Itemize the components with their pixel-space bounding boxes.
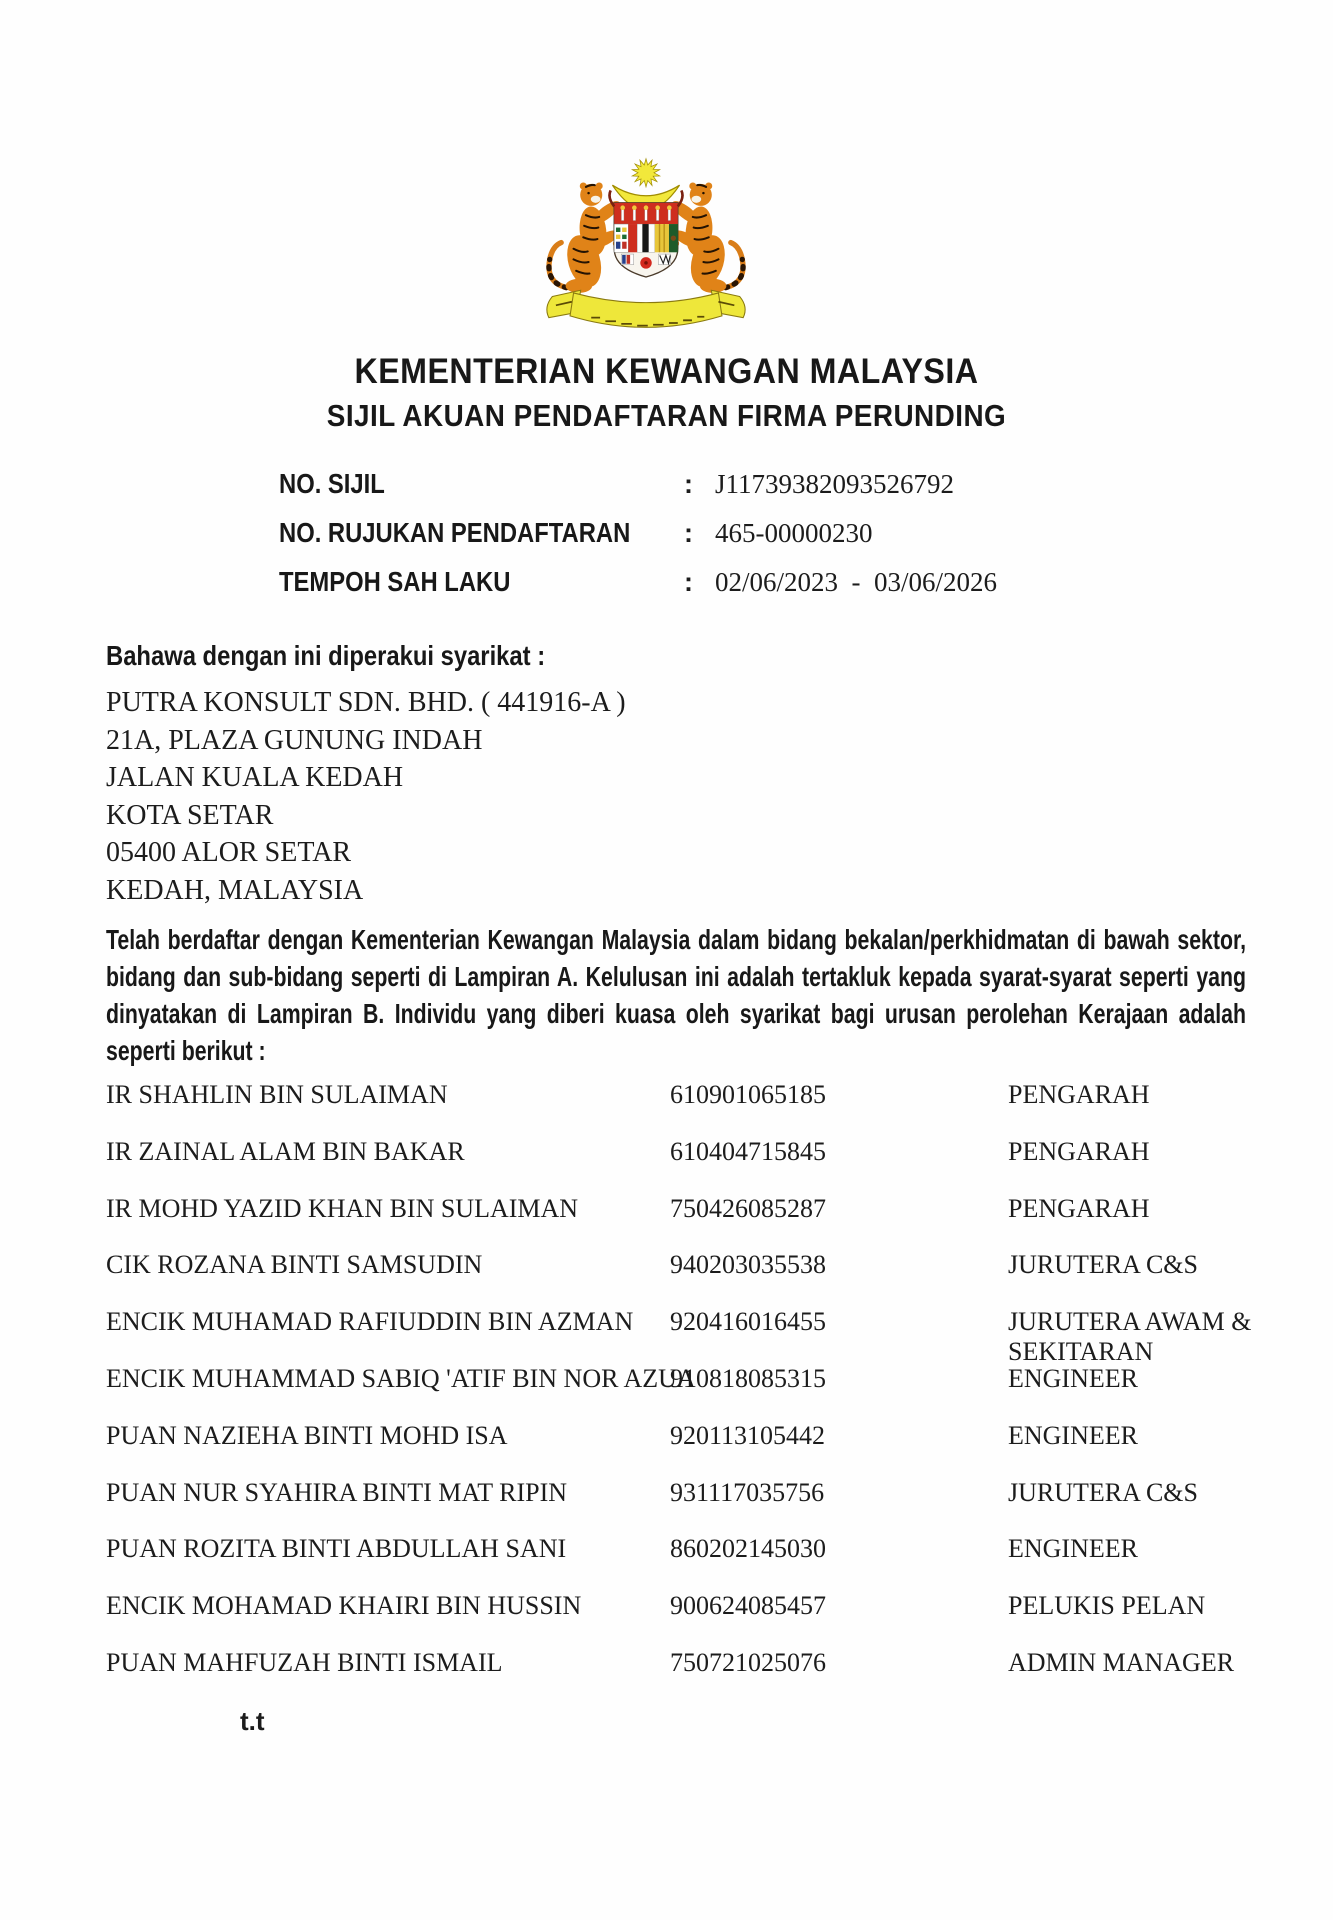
address-line: 05400 ALOR SETAR	[106, 837, 352, 869]
person-ic-number: 750426085287	[670, 1193, 826, 1223]
person-ic-number: 931117035756	[670, 1477, 825, 1507]
certificate-subtitle: SIJIL AKUAN PENDAFTARAN FIRMA PERUNDING	[326, 398, 1007, 433]
malaysia-coat-of-arms	[540, 152, 752, 342]
person-name: PUAN NUR SYAHIRA BINTI MAT RIPIN	[106, 1477, 568, 1507]
person-name: PUAN ROZITA BINTI ABDULLAH SANI	[106, 1534, 567, 1564]
info-value: 465-00000230	[715, 518, 873, 548]
person-role: JURUTERA C&S	[1008, 1477, 1198, 1507]
tiger-right-icon	[669, 183, 743, 293]
personnel-row	[106, 1364, 1276, 1421]
person-name: ENCIK MUHAMMAD SABIQ 'ATIF BIN NOR AZUA	[106, 1363, 696, 1393]
person-ic-number: 610404715845	[670, 1136, 826, 1166]
person-role: PENGARAH	[1008, 1193, 1150, 1223]
personnel-row	[106, 1421, 1276, 1478]
info-label: TEMPOH SAH LAKU	[279, 566, 511, 597]
certificate-info-row	[279, 517, 997, 566]
federal-star-icon	[632, 159, 660, 187]
person-name: ENCIK MOHAMAD KHAIRI BIN HUSSIN	[106, 1591, 582, 1621]
person-role: JURUTERA C&S	[1008, 1250, 1198, 1280]
person-role: ENGINEER	[1008, 1420, 1138, 1450]
person-role: ENGINEER	[1008, 1363, 1138, 1393]
person-role: JURUTERA AWAM & SEKITARAN	[1008, 1307, 1252, 1367]
certificate-info-row	[279, 468, 997, 517]
person-name: PUAN MAHFUZAH BINTI ISMAIL	[106, 1647, 503, 1677]
company-name: PUTRA KONSULT SDN. BHD. ( 441916-A )	[106, 687, 626, 718]
address-line: KEDAH, MALAYSIA	[106, 874, 364, 906]
person-ic-number: 860202145030	[670, 1534, 826, 1564]
person-role: PENGARAH	[1008, 1080, 1150, 1109]
person-ic-number: 900624085457	[670, 1591, 826, 1621]
person-name: IR SHAHLIN BIN SULAIMAN	[106, 1080, 448, 1109]
registration-paragraph: Telah berdaftar dengan Kementerian Kewangan Malaysia dalam bidang bekalan/perkhidmatan di bawah sektor, bidang dan sub-bidang seperti di Lampiran A. Kelulusan ini adalah tertakluk kepada syarat-syarat seperti yang dinyatakan di Lampiran B. Individu yang diberi kuasa oleh syarikat bagi urusan perolehan Kerajaan adalah seperti berikut :	[106, 924, 1246, 1066]
company-intro: Bahawa dengan ini diperakui syarikat :	[106, 640, 546, 671]
person-role: ENGINEER	[1008, 1534, 1138, 1564]
motto-banner-icon	[547, 290, 745, 327]
authorized-personnel-table	[106, 1080, 1276, 1705]
person-role: PENGARAH	[1008, 1136, 1150, 1166]
person-ic-number: 940203035538	[670, 1250, 826, 1280]
personnel-row	[106, 1194, 1276, 1251]
certificate-info-row	[279, 566, 997, 615]
info-value: J11739382093526792	[715, 469, 955, 499]
person-ic-number: 920416016455	[670, 1307, 826, 1337]
info-label: NO. RUJUKAN PENDAFTARAN	[279, 517, 631, 548]
info-colon: :	[684, 567, 693, 597]
info-label: NO. SIJIL	[279, 468, 385, 499]
address-line: 21A, PLAZA GUNUNG INDAH	[106, 724, 483, 756]
signature-mark: t.t	[240, 1706, 265, 1736]
address-line: JALAN KUALA KEDAH	[106, 762, 404, 794]
person-ic-number: 910818085315	[670, 1363, 826, 1393]
person-name: PUAN NAZIEHA BINTI MOHD ISA	[106, 1420, 508, 1450]
person-name: ENCIK MUHAMAD RAFIUDDIN BIN AZMAN	[106, 1307, 634, 1337]
person-role: ADMIN MANAGER	[1008, 1647, 1235, 1677]
ministry-title: KEMENTERIAN KEWANGAN MALAYSIA	[354, 352, 979, 391]
info-colon: :	[684, 518, 693, 548]
tiger-left-icon	[549, 183, 623, 293]
person-role: PELUKIS PELAN	[1008, 1591, 1206, 1621]
person-ic-number: 920113105442	[670, 1420, 826, 1450]
person-name: IR ZAINAL ALAM BIN BAKAR	[106, 1136, 465, 1166]
company-block	[106, 684, 626, 910]
person-ic-number: 750721025076	[670, 1647, 826, 1677]
person-name: IR MOHD YAZID KHAN BIN SULAIMAN	[106, 1193, 579, 1223]
address-line: KOTA SETAR	[106, 799, 274, 831]
certificate-info	[279, 468, 997, 615]
personnel-row	[106, 1137, 1276, 1194]
personnel-row	[106, 1080, 1276, 1137]
info-value: 02/06/2023 - 03/06/2026	[715, 567, 997, 597]
personnel-row	[106, 1534, 1276, 1591]
personnel-row	[106, 1591, 1276, 1648]
personnel-row	[106, 1250, 1276, 1307]
shield-icon	[609, 190, 682, 277]
personnel-row	[106, 1648, 1276, 1705]
info-colon: :	[684, 469, 693, 499]
personnel-row	[106, 1307, 1276, 1367]
person-name: CIK ROZANA BINTI SAMSUDIN	[106, 1250, 483, 1280]
person-ic-number: 610901065185	[670, 1080, 826, 1109]
personnel-row	[106, 1478, 1276, 1535]
